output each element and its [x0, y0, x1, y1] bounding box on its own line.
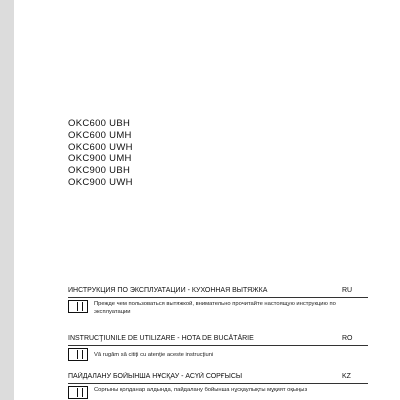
- book-icon: [68, 386, 88, 399]
- section-note: Vă rugăm să citiţi cu atenţie aceste instrucţiuni: [94, 352, 214, 358]
- model-code: OKC600 UWH: [68, 141, 133, 153]
- left-margin-strip: [0, 0, 14, 400]
- model-code: OKC900 UBH: [68, 165, 131, 177]
- section-title: [68, 334, 368, 344]
- model-code: OKC900 UMH: [68, 153, 132, 165]
- section-title: [68, 286, 368, 296]
- model-list: [68, 118, 133, 189]
- section-title-text: INSTRUCŢIUNILE DE UTILIZARE - HOTA DE BUCĂTĂRIE: [68, 335, 254, 342]
- language-code: RO: [342, 335, 353, 342]
- section-note: Сорғыны қолданар алдында, пайдалану бойынша нұсқаулықты мұқият оқыңыз: [94, 387, 308, 393]
- book-icon: [68, 348, 88, 361]
- section-divider: [68, 383, 368, 384]
- language-code: RU: [342, 287, 353, 294]
- section-divider: [68, 297, 368, 298]
- model-code: OKC900 UWH: [68, 176, 133, 188]
- section-title: [68, 372, 368, 382]
- book-icon: [68, 300, 88, 313]
- language-code: KZ: [342, 373, 351, 380]
- model-code: OKC600 UMH: [68, 129, 132, 141]
- section-title-text: ПАЙДАЛАНУ БОЙЫНША НҰСҚАУ - АСҮЙ СОРҒЫСЫ: [68, 373, 243, 380]
- model-code: OKC600 UBH: [68, 118, 131, 129]
- section-title-text: ИНСТРУКЦИЯ ПО ЭКСПЛУАТАЦИИ - КУХОННАЯ ВЫТЯЖКА: [68, 287, 268, 294]
- section-note: Прежде чем пользоваться вытяжкой, внимательно прочитайте настоящую инструкцию по эксплуатации: [94, 301, 336, 315]
- section-divider: [68, 345, 368, 346]
